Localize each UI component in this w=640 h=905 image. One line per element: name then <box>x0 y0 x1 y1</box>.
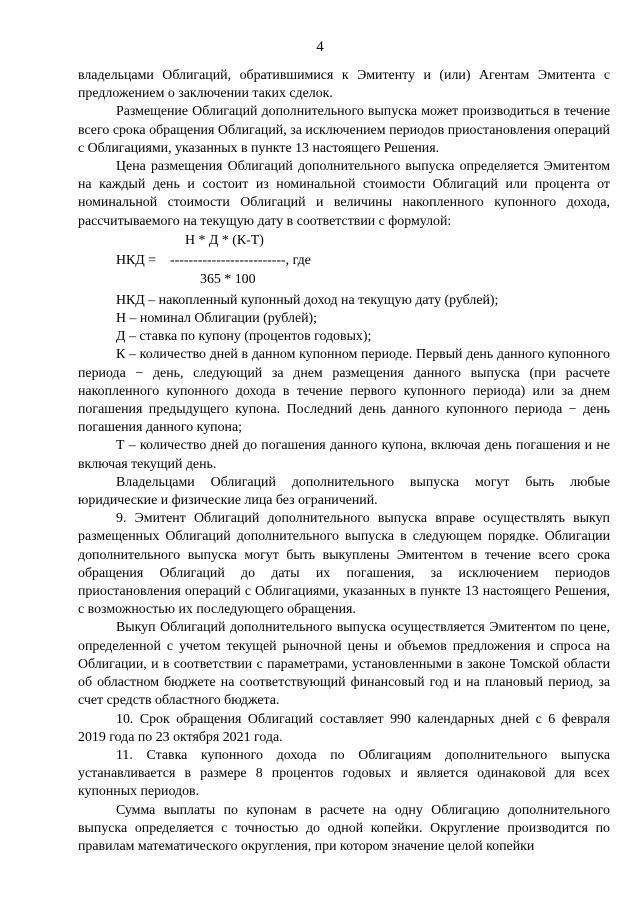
definition-d: Д – ставка по купону (процентов годовых); <box>116 329 372 345</box>
definition-k: К – количество дней в данном купонном периоде. Первый день данного купонного периода − день, следующий за днем размещения данного выпуска (при расчете накопленного купонного дохода в течение первого купонного периода) или за днем погашения предыдущего купона. Последний день данного купонного периода − день погашения данного купона; <box>78 347 610 436</box>
paragraph-owners: Владельцами Облигаций дополнительного выпуска могут быть любые юридические и физические лица без ограничений. <box>78 474 610 509</box>
formula-numerator: Н * Д * (К-Т) <box>185 232 264 248</box>
paragraph-coupon-payment: Сумма выплаты по купонам в расчете на одну Облигацию дополнительного выпуска определяется с точностью до одной копейки. Округление производится по правилам математического округления, при котором значение целой копейки <box>78 802 610 854</box>
paragraph-buyback: Выкуп Облигаций дополнительного выпуска осуществляется Эмитентом по цене, определенной с учетом текущей рыночной цены и объемов предложения и спроса на Облигации, и в соответствии с параметрами, установленными в законе Томской области об областном бюджете на соответствующий финансовый год и на плановый период, за счет средств областного бюджета. <box>78 620 610 709</box>
paragraph-placement-price: Цена размещения Облигаций дополнительного выпуска определяется Эмитентом на каждый день и состоит из номинальной стоимости Облигаций или процента от номинальной стоимости Облигаций и величины накопленного купонного дохода, рассчитываемого на текущую дату в соответствии с формулой: <box>78 159 610 229</box>
formula-fraction-line: -------------------------, где <box>170 252 311 268</box>
paragraph-placement: Размещение Облигаций дополнительного выпуска может производиться в течение всего срока обращения Облигаций, за исключением периодов приостановления операций с Облигациями, указанных в пункте 13 настоящего Решения. <box>78 104 610 156</box>
paragraph-section-9: 9. Эмитент Облигаций дополнительного выпуска вправе осуществлять выкуп размещенных Облигаций дополнительного выпуска в следующем порядке. Облигации дополнительного выпуска могут быть выкуплены Эмитентом в течение всего срока обращения Облигаций до даты их погашения, за исключением периодов приостановления операций с Облигациями, указанных в пункте 13 настоящего Решения, с возможностью их последующего обращения. <box>78 511 610 618</box>
definition-t: Т – количество дней до погашения данного купона, включая день погашения и не включая текущий день. <box>78 438 610 472</box>
document-body <box>78 67 610 856</box>
definition-n: Н – номинал Облигации (рублей); <box>116 311 318 327</box>
formula-lhs: НКД = <box>116 252 157 268</box>
paragraph-section-10: 10. Срок обращения Облигаций составляет 990 календарных дней с 6 февраля 2019 года по 23 октября 2021 года. <box>78 711 610 745</box>
formula-denominator: 365 * 100 <box>200 271 256 287</box>
paragraph-continuation: владельцами Облигаций, обратившимися к Эмитенту и (или) Агентам Эмитента с предложением о заключении таких сделок. <box>78 68 610 102</box>
page-number: 4 <box>316 39 324 55</box>
accrued-coupon-formula <box>78 232 610 290</box>
definition-nkd: НКД – накопленный купонный доход на текущую дату (рублей); <box>116 292 499 308</box>
paragraph-section-11: 11. Ставка купонного дохода по Облигациям дополнительного выпуска устанавливается в размере 8 процентов годовых и является одинаковой для всех купонных периодов. <box>78 747 610 800</box>
